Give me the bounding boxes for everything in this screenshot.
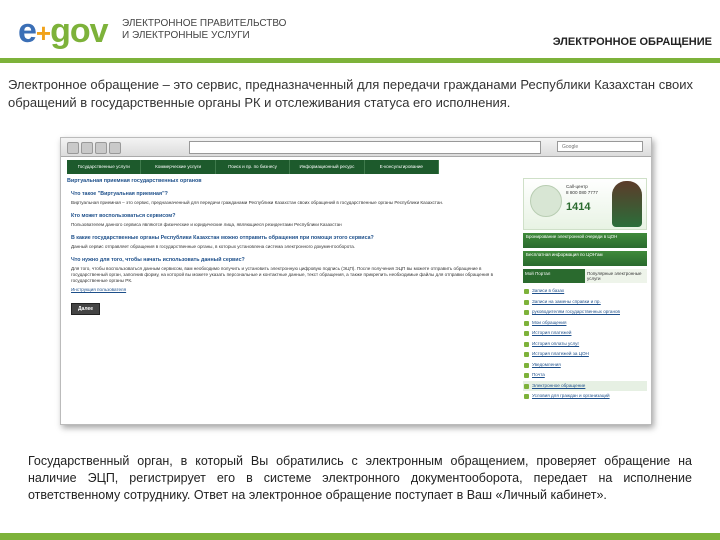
sidebar-link[interactable]: Уведомления <box>523 360 647 371</box>
stop-icon[interactable] <box>109 142 121 154</box>
con-info-button[interactable]: Бесплатная информация по ЦОН'ам <box>523 251 647 266</box>
sidebar-link[interactable]: Условия для граждан и организаций <box>523 391 647 402</box>
next-button[interactable]: Далее <box>71 303 100 315</box>
sidebar-link[interactable]: Почта <box>523 370 647 381</box>
portal-content <box>67 178 507 418</box>
nav-item[interactable]: Информационный ресурс <box>290 160 364 174</box>
queue-booking-button[interactable]: Бронирование электронной очереди в ЦОН <box>523 233 647 248</box>
phone-icon <box>530 185 562 217</box>
callcenter-box <box>523 178 647 230</box>
sidebar-link[interactable]: руководителям государственных органов <box>523 307 647 318</box>
portal-sidebar <box>523 178 647 418</box>
browser-search-input[interactable]: Google <box>557 141 643 152</box>
organization-name: ЭЛЕКТРОННОЕ ПРАВИТЕЛЬСТВО И ЭЛЕКТРОННЫЕ УСЛУГИ <box>122 18 287 41</box>
sidebar-link-e-appeal[interactable]: Электронное обращение <box>523 381 647 392</box>
sidebar-link[interactable]: История платежей <box>523 328 647 339</box>
slide-title: ЭЛЕКТРОННОЕ ОБРАЩЕНИЕ <box>552 36 712 48</box>
egov-logo[interactable]: e+gov <box>18 12 108 50</box>
faq-question: Кто может воспользоваться сервисом? <box>71 213 176 219</box>
header-divider <box>0 58 720 63</box>
browser-toolbar <box>61 138 651 157</box>
intro-term: Электронное обращение <box>8 77 159 92</box>
faq-answer: Для того, чтобы воспользоваться данным сервисом, вам необходимо получить и установить электронную цифровую подпись (ЭЦП). После получения ЭЦП вы можете отправить обращение в государственный орган, заполнив форму, на которой вы можете указать персональные и контактные данные, текст обращения, а также прикрепить необходимые файлы для отправки обращения в государственные органы РК. <box>71 266 494 283</box>
callcenter-number: 1414 <box>566 201 591 213</box>
nav-item[interactable]: Поиск и пр. по бизнесу <box>216 160 290 174</box>
sidebar-links <box>523 286 647 402</box>
sidebar-link[interactable]: Мои обращения <box>523 318 647 329</box>
callcenter-label: Call-центр <box>566 184 588 189</box>
portal-screenshot <box>60 137 652 425</box>
sidebar-link[interactable]: История оплаты услуг <box>523 339 647 350</box>
instruction-link[interactable]: Инструкция пользователя <box>71 287 127 292</box>
back-icon[interactable] <box>67 142 79 154</box>
callcenter-sub: 8 800 080 7777 <box>566 189 598 195</box>
address-bar[interactable] <box>189 141 541 154</box>
reload-icon[interactable] <box>95 142 107 154</box>
forward-icon[interactable] <box>81 142 93 154</box>
sidebar-link[interactable]: Записи на замены справки и пр. <box>523 297 647 308</box>
faq-question: В какие государственные органы Республики Казахстан можно отправить обращения при помощи этого сервиса? <box>71 235 374 241</box>
outro-text: Государственный орган, в который Вы обратились с электронным обращением, проверяет обращение на наличие ЭЦП, регистрирует его в системе электронного документооборота, передает на исполнение ответственному сотруднику. Ответ на электронное обращение поступает в Ваш «Личный кабинет». <box>28 454 692 502</box>
page-heading: Виртуальная приемная государственных органов <box>67 178 202 184</box>
operator-image <box>612 181 642 227</box>
intro-body: – это сервис, предназначенный для передачи гражданами Республики Казахстан своих обращений в государственные органы РК и отслеживания статуса его исполнения. <box>8 77 693 110</box>
nav-item[interactable]: Государственные услуги <box>67 160 141 174</box>
nav-item[interactable]: Коммерческие услуги <box>141 160 215 174</box>
footer-divider <box>0 533 720 540</box>
nav-item[interactable]: Е-консультирование <box>365 160 439 174</box>
intro-text <box>8 76 712 112</box>
faq-answer: Виртуальная приемная – это сервис, предназначенный для передачи гражданами Республики Казахстан своих обращений в государственные органы Республики Казахстан. <box>71 200 444 205</box>
sidebar-link[interactable]: Записи в базах <box>523 286 647 297</box>
sidebar-link[interactable]: История платежей за ЦОН <box>523 349 647 360</box>
faq-answer: Данный сервис отправляет обращения в государственные органы, в которых установлена система электронного документооборота. <box>71 244 356 249</box>
tab-popular-services[interactable]: Популярные электронные услуги <box>585 269 647 283</box>
tab-my-portal[interactable]: Мой Портал <box>523 269 585 283</box>
sidebar-tabs <box>523 269 647 283</box>
faq-answer: Пользователем данного сервиса являются физические и юридические лица, являющиеся резидентами Республики Казахстан <box>71 222 342 227</box>
faq-question: Что такое "Виртуальная приемная"? <box>71 191 168 197</box>
portal-nav <box>67 160 439 174</box>
faq-question: Что нужно для того, чтобы начать использовать данный сервис? <box>71 257 245 263</box>
